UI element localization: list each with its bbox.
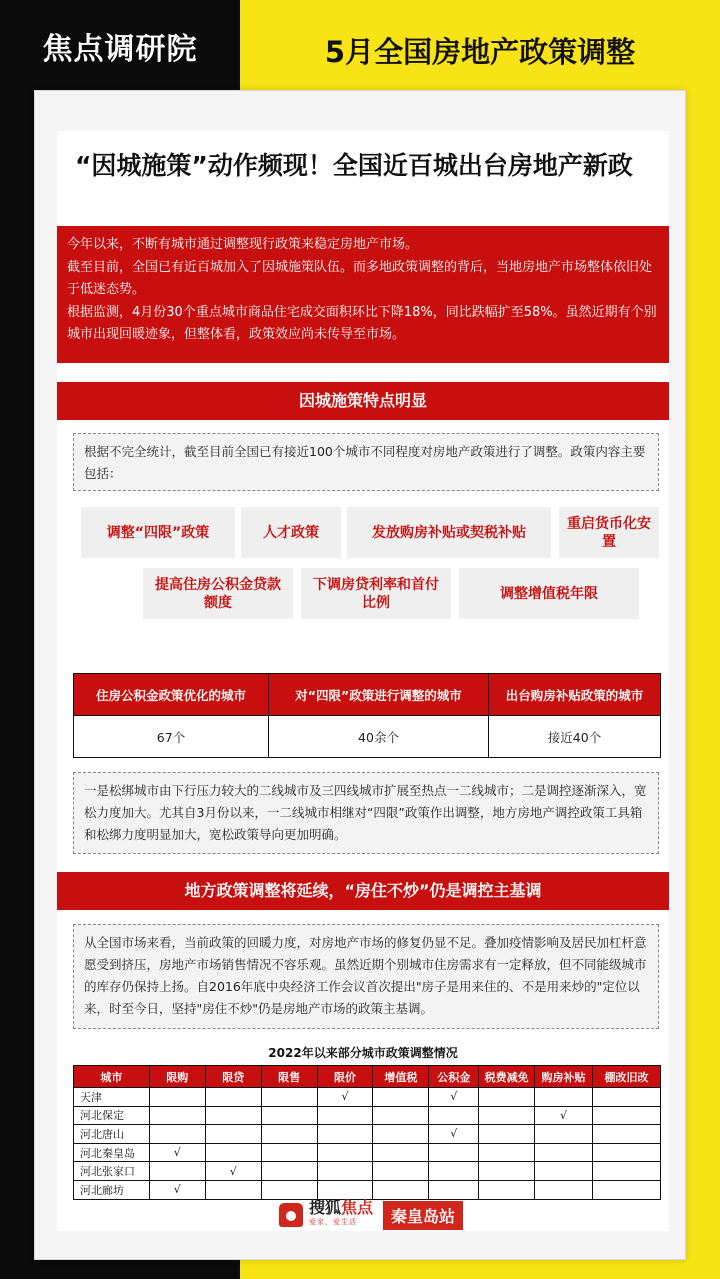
article-title: “因城施策”动作频现！全国近百城出台房地产新政	[75, 151, 633, 180]
check-cell	[593, 1180, 661, 1199]
check-cell	[149, 1162, 205, 1181]
content-inner	[57, 131, 669, 1231]
check-cell	[205, 1143, 261, 1162]
city-cell: 天津	[74, 1088, 150, 1107]
policy-column-header: 限购	[149, 1066, 205, 1088]
check-cell: √	[149, 1143, 205, 1162]
table-row	[74, 1180, 661, 1199]
city-cell: 河北张家口	[74, 1162, 150, 1181]
check-cell	[535, 1125, 593, 1144]
table-row	[74, 1106, 661, 1125]
check-cell	[149, 1088, 205, 1107]
check-cell	[317, 1180, 373, 1199]
check-cell: √	[317, 1088, 373, 1107]
check-cell	[149, 1106, 205, 1125]
stats-value: 40余个	[269, 716, 489, 758]
policy-chip: 调整增值税年限	[459, 568, 639, 619]
check-cell	[205, 1088, 261, 1107]
check-cell	[317, 1143, 373, 1162]
check-cell	[593, 1143, 661, 1162]
check-cell: √	[429, 1125, 479, 1144]
check-cell	[479, 1106, 535, 1125]
check-cell	[149, 1125, 205, 1144]
house-logo-icon	[279, 1203, 303, 1227]
check-cell	[479, 1162, 535, 1181]
policy-column-header: 城市	[74, 1066, 150, 1088]
table-row	[74, 1143, 661, 1162]
check-cell	[205, 1125, 261, 1144]
check-cell	[261, 1180, 317, 1199]
logo-wordmark: 搜狐焦点	[309, 1198, 374, 1217]
sohu-focus-logo	[279, 1199, 463, 1231]
policy-column-header: 公积金	[429, 1066, 479, 1088]
page-headline: 5月全国房地产政策调整	[324, 35, 636, 69]
check-cell	[479, 1088, 535, 1107]
check-cell	[373, 1088, 429, 1107]
stats-header: 住房公积金政策优化的城市	[74, 674, 269, 716]
policy-column-header: 棚改旧改	[593, 1066, 661, 1088]
check-cell	[373, 1180, 429, 1199]
policy-column-header: 税费减免	[479, 1066, 535, 1088]
policy-summary: 根据不完全统计，截至目前全国已有接近100个城市不同程度对房地产政策进行了调整。政策内容主要包括：	[73, 433, 659, 491]
policy-table-caption: 2022年以来部分城市政策调整情况	[268, 1046, 458, 1060]
check-cell	[261, 1143, 317, 1162]
city-cell: 河北保定	[74, 1106, 150, 1125]
check-cell: √	[205, 1162, 261, 1181]
check-cell	[317, 1162, 373, 1181]
logo-slogan: 爱家，爱生活	[309, 1218, 357, 1226]
check-cell: √	[535, 1106, 593, 1125]
check-cell	[261, 1088, 317, 1107]
policy-chip: 人才政策	[241, 507, 341, 558]
outlook-text: 从全国市场来看，当前政策的回暖力度，对房地产市场的修复仍显不足。叠加疫情影响及居民加杠杆意愿受到挤压，房地产市场销售情况不容乐观。虽然近期个别城市住房需求有一定释放，但不同能级城市的库存仍保持上扬。自2016年底中央经济工作会议首次提出"房子是用来住的、不是用来炒的"定位以来，时至今日，坚持"房住不炒"仍是房地产市场的政策主基调。	[73, 924, 659, 1029]
analysis-text: 一是松绑城市由下行压力较大的二线城市及三四线城市扩展至热点一二线城市；二是调控逐渐深入，宽松力度加大。尤其自3月份以来，一二线城市相继对“四限”政策作出调整，地方房地产调控政策工具箱和松绑力度明显加大，宽松政策导向更加明确。	[73, 772, 659, 854]
section-banner-outlook: 地方政策调整将延续，“房住不炒”仍是调控主基调	[57, 872, 669, 910]
check-cell	[429, 1180, 479, 1199]
check-cell	[317, 1125, 373, 1144]
check-cell: √	[429, 1088, 479, 1107]
check-cell	[261, 1162, 317, 1181]
table-row	[74, 1162, 661, 1181]
stats-header: 对“四限”政策进行调整的城市	[269, 674, 489, 716]
policy-column-header: 限售	[261, 1066, 317, 1088]
check-cell	[593, 1088, 661, 1107]
table-row	[74, 1125, 661, 1144]
check-cell	[261, 1106, 317, 1125]
check-cell	[317, 1106, 373, 1125]
policy-chip: 下调房贷利率和首付比例	[301, 568, 451, 619]
policy-column-header: 限贷	[205, 1066, 261, 1088]
check-cell	[535, 1143, 593, 1162]
intro-paragraph: 今年以来，不断有城市通过调整现行政策来稳定房地产市场。	[67, 237, 419, 252]
stats-table	[73, 673, 661, 758]
check-cell	[373, 1143, 429, 1162]
stats-value: 67个	[74, 716, 269, 758]
check-cell	[535, 1162, 593, 1181]
stats-value: 接近40个	[489, 716, 661, 758]
check-cell	[429, 1162, 479, 1181]
station-badge: 秦皇岛站	[383, 1201, 463, 1230]
check-cell	[373, 1106, 429, 1125]
check-cell	[205, 1180, 261, 1199]
policy-column-header: 购房补贴	[535, 1066, 593, 1088]
check-cell	[429, 1143, 479, 1162]
check-cell	[593, 1162, 661, 1181]
content-card	[34, 90, 686, 1260]
intro-block	[57, 226, 669, 363]
policy-table	[73, 1065, 661, 1200]
section-banner-features: 因城施策特点明显	[57, 382, 669, 420]
stats-header: 出台购房补贴政策的城市	[489, 674, 661, 716]
check-cell	[479, 1143, 535, 1162]
check-cell	[593, 1106, 661, 1125]
check-cell	[205, 1106, 261, 1125]
city-cell: 河北廊坊	[74, 1180, 150, 1199]
city-cell: 河北秦皇岛	[74, 1143, 150, 1162]
policy-chip: 重启货币化安置	[559, 507, 659, 558]
policy-chip: 提高住房公积金贷款额度	[143, 568, 293, 619]
city-cell: 河北唐山	[74, 1125, 150, 1144]
policy-column-header: 增值税	[373, 1066, 429, 1088]
policy-column-header: 限价	[317, 1066, 373, 1088]
check-cell	[535, 1180, 593, 1199]
check-cell	[429, 1106, 479, 1125]
check-cell	[373, 1162, 429, 1181]
intro-paragraph: 根据监测，4月份30个重点城市商品住宅成交面积环比下降18%，同比跌幅扩至58%。虽然近期有个别城市出现回暖迹象，但整体看，政策效应尚未传导至市场。	[67, 304, 657, 342]
policy-chip: 发放购房补贴或契税补贴	[347, 507, 551, 558]
check-cell	[479, 1180, 535, 1199]
check-cell	[373, 1125, 429, 1144]
check-cell	[535, 1088, 593, 1107]
check-cell	[261, 1125, 317, 1144]
intro-paragraph: 截至目前，全国已有近百城加入了因城施策队伍。而多地政策调整的背后，当地房地产市场整体依旧处于低迷态势。	[67, 259, 653, 297]
check-cell: √	[149, 1180, 205, 1199]
table-row	[74, 1088, 661, 1107]
brand-title: 焦点调研院	[42, 32, 198, 67]
check-cell	[479, 1125, 535, 1144]
check-cell	[593, 1125, 661, 1144]
policy-chip: 调整“四限”政策	[81, 507, 235, 558]
